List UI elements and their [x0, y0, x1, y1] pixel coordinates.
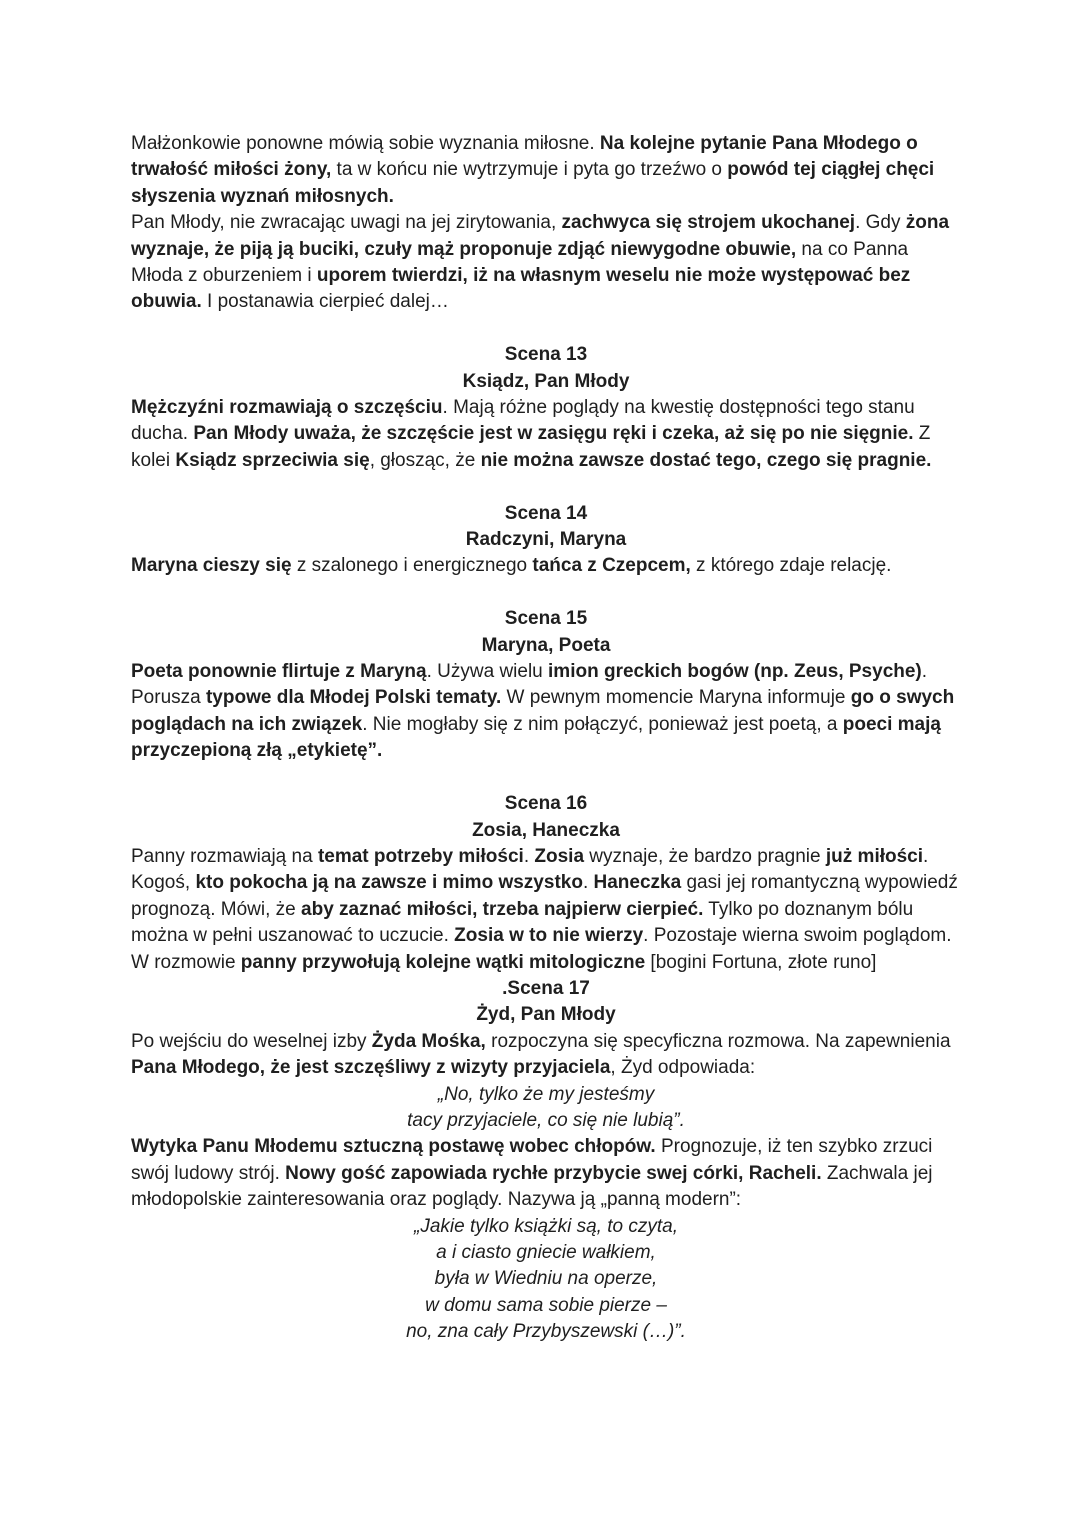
text-run: W pewnym momencie Maryna informuje	[501, 687, 851, 709]
text-run: , Żyd odpowiada:	[610, 1057, 756, 1079]
spacer	[131, 316, 961, 342]
text-run: wyznaje, że bardzo pragnie	[584, 845, 826, 867]
text-run: gasi jej romantyczną wypowiedź prognozą. Mówi, że	[131, 872, 958, 920]
scene-13	[131, 342, 961, 474]
text-run: Małżonkowie ponowne mówią sobie wyznania miłosne.	[131, 133, 600, 154]
scene-17	[131, 976, 961, 1346]
text-run: Zachwala jej młodopolskie zainteresowania oraz poglądy. Nazywa ją „panną modern”:	[131, 1162, 933, 1211]
text-run: . Pozostaje wierna swoim poglądom. W rozmowie	[131, 925, 952, 973]
bold-text-run: typowe dla Młodej Polski tematy.	[205, 687, 502, 709]
text-run: z szalonego i energicznego	[291, 555, 533, 577]
quote-line: „No, tylko że my jesteśmy	[437, 1083, 655, 1105]
bold-text-run: Haneczka	[593, 872, 682, 894]
text-run: . Gdy	[855, 212, 906, 234]
scene-body	[131, 395, 961, 474]
quote-2	[131, 1214, 961, 1346]
bold-text-run: Zosia	[534, 845, 585, 867]
scene-15	[131, 606, 961, 764]
bold-text-run: aby zaznać miłości, trzeba najpierw cierpieć.	[301, 898, 704, 920]
bold-text-run: temat potrzeby miłości	[317, 845, 524, 867]
scene-persons: Żyd, Pan Młody	[476, 1004, 616, 1026]
text-run: . Nie mogłaby się z nim połączyć, ponieważ jest poetą, a	[362, 713, 843, 735]
scene-14	[131, 501, 961, 580]
quote-line: „Jakie tylko książki są, to czyta,	[414, 1215, 678, 1237]
text-run: Tylko po doznanym bólu można w pełni uszanować to uczucie.	[131, 898, 914, 947]
scene-title: Scena 13	[504, 344, 588, 366]
text-run: Z kolei	[131, 423, 931, 471]
text-run: Prognozuje, iż ten szybko zrzuci swój ludowy strój.	[131, 1136, 933, 1184]
bold-text-run: Wytyka Panu Młodemu sztuczną postawę wobec chłopów.	[131, 1136, 656, 1158]
text-run: . Kogoś,	[131, 845, 929, 894]
text-run: . Porusza	[131, 661, 928, 709]
bold-text-run: Żyda Mośka,	[371, 1030, 486, 1052]
scene-body	[131, 659, 961, 765]
bold-text-run: nie można zawsze dostać tego, czego się pragnie.	[480, 449, 932, 471]
scene-body-1	[131, 1029, 961, 1082]
scene-body	[131, 553, 961, 579]
bold-text-run: powód tej ciągłej chęci słyszenia wyznań miłosnych.	[131, 159, 935, 207]
quote-line: no, zna cały Przybyszewski (…)”.	[406, 1321, 686, 1343]
bold-text-run: Zosia w to nie wierzy	[454, 925, 644, 947]
text-run: . Używa wielu	[426, 661, 549, 683]
intro-paragraph-1	[131, 131, 961, 210]
scene-persons: Ksiądz, Pan Młody	[462, 370, 630, 392]
document-page	[131, 131, 961, 1346]
bold-text-run: Pan Młody uważa, że szczęście jest w zasięgu ręki i czeka, aż się po nie sięgnie.	[193, 423, 914, 445]
bold-text-run: zachwyca się strojem ukochanej	[561, 212, 856, 234]
text-run: Pan Młody, nie zwracając uwagi na jej zirytowania,	[131, 212, 562, 234]
bold-text-run: tańca z Czepcem,	[532, 555, 691, 577]
text-run: z którego zdaje relację.	[690, 555, 892, 577]
bold-text-run: panny przywołują kolejne wątki mitologiczne	[240, 951, 646, 973]
spacer	[131, 580, 961, 606]
text-run: , głosząc, że	[369, 449, 481, 471]
quote-line: tacy przyjaciele, co się nie lubią”.	[407, 1109, 685, 1131]
bold-text-run: Maryna cieszy się	[131, 555, 292, 577]
text-run: ta w końcu nie wytrzymuje i pyta go trzeźwo o	[331, 159, 728, 181]
text-run: Panny rozmawiają na	[131, 845, 318, 867]
bold-text-run: kto pokocha ją na zawsze i mimo wszystko	[195, 872, 583, 894]
text-run: rozpoczyna się specyficzna rozmowa. Na zapewnienia	[485, 1030, 951, 1052]
bold-text-run: Nowy gość zapowiada rychłe przybycie swej córki, Racheli.	[285, 1162, 822, 1184]
bold-text-run: imion greckich bogów (np. Zeus, Psyche)	[548, 661, 922, 683]
quote-1	[131, 1082, 961, 1135]
bold-text-run: już miłości	[825, 845, 924, 867]
text-run: na co Panna Młoda z oburzeniem i	[131, 238, 909, 287]
scene-title: Scena 16	[504, 793, 588, 815]
text-run: Po wejściu do weselnej izby	[131, 1030, 372, 1052]
scene-title: Scena 14	[504, 502, 588, 524]
bold-text-run: poeci mają przyczepioną złą „etykietę”.	[131, 713, 941, 762]
bold-text-run: Na kolejne pytanie Pana Młodego o trwałość miłości żony,	[131, 133, 918, 181]
scene-persons: Zosia, Haneczka	[472, 819, 620, 841]
text-run: . Mają różne poglądy na kwestię dostępności tego stanu ducha.	[131, 397, 915, 445]
scene-persons: Radczyni, Maryna	[465, 529, 627, 551]
text-run: .	[582, 872, 594, 894]
scene-title: .Scena 17	[502, 977, 590, 999]
scene-title: Scena 15	[504, 608, 588, 630]
bold-text-run: uporem twierdzi, iż na własnym weselu nie może występować bez obuwia.	[131, 265, 911, 313]
text-run: I postanawia cierpieć dalej…	[201, 291, 449, 313]
scene-16	[131, 791, 961, 976]
quote-line: w domu sama sobie pierze –	[425, 1294, 667, 1316]
bold-text-run: Mężczyźni rozmawiają o szczęściu	[131, 397, 443, 419]
bold-text-run: Poeta ponownie flirtuje z Maryną	[131, 661, 427, 683]
bold-text-run: Ksiądz sprzeciwia się	[175, 449, 370, 471]
text-run: [bogini Fortuna, złote runo]	[645, 951, 877, 973]
scene-body-2	[131, 1134, 961, 1213]
spacer	[131, 474, 961, 500]
quote-line: była w Wiedniu na operze,	[434, 1268, 658, 1290]
spacer	[131, 765, 961, 791]
bold-text-run: Pana Młodego, że jest szczęśliwy z wizyty przyjaciela	[131, 1057, 611, 1079]
scene-body	[131, 844, 961, 976]
intro-paragraph-2	[131, 210, 961, 316]
scene-persons: Maryna, Poeta	[481, 634, 611, 656]
bold-text-run: żona wyznaje, że piją ją buciki, czuły mąż proponuje zdjąć niewygodne obuwie,	[131, 212, 950, 260]
bold-text-run: go o swych poglądach na ich związek	[131, 687, 955, 735]
text-run: .	[523, 845, 535, 867]
quote-line: a i ciasto gniecie wałkiem,	[436, 1242, 656, 1263]
